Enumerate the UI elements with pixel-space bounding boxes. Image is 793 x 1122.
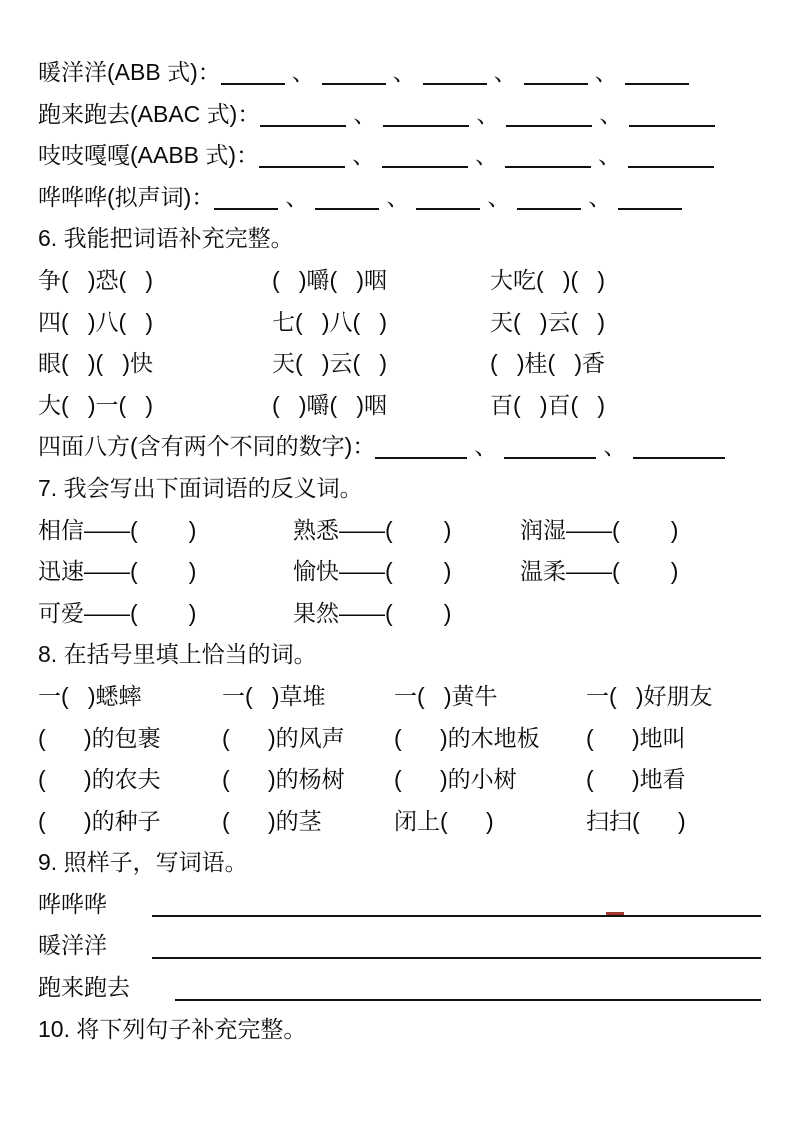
- fill-blank: [416, 194, 480, 210]
- enum-comma: 、: [474, 433, 498, 460]
- pattern-line-aabb: [38, 135, 761, 177]
- q9-example-word: 暖洋洋: [38, 932, 107, 959]
- q6-item: 大( )一( ): [38, 391, 153, 418]
- q6-extra-line: [38, 426, 761, 468]
- enum-comma: 、: [353, 100, 377, 127]
- enum-comma: 、: [291, 59, 315, 85]
- q6-item: ( )桂( )香: [490, 350, 605, 377]
- enum-comma: 、: [392, 59, 416, 85]
- fill-blank: [625, 69, 689, 85]
- q9-example-word: 哗哗哗: [38, 890, 107, 917]
- q6-row: [38, 343, 761, 385]
- q7-item: 可爱——( ): [38, 599, 197, 626]
- q8-item: ( )的茎: [222, 807, 322, 834]
- question-6-title: 6. 我能把词语补充完整。: [38, 225, 294, 252]
- pattern-line-onomatopoeia: [38, 177, 761, 219]
- enum-comma: 、: [352, 142, 376, 169]
- enum-comma: 、: [603, 433, 627, 460]
- enum-comma: 、: [588, 183, 612, 210]
- enum-comma: 、: [493, 59, 517, 85]
- enum-comma: 、: [594, 59, 618, 85]
- q7-item: 温柔——( ): [520, 558, 679, 585]
- fill-blank: [633, 443, 725, 459]
- enum-comma: 、: [285, 183, 309, 210]
- q8-row: [38, 718, 761, 760]
- fill-blank: [628, 152, 714, 168]
- q6-item: 七( )八( ): [272, 308, 387, 335]
- q8-item: 闭上( ): [394, 807, 494, 834]
- q8-item: ( )的木地板: [394, 724, 540, 751]
- fill-blank: [524, 69, 588, 85]
- question-9-title: 9. 照样子，写词语。: [38, 849, 248, 876]
- fill-blank: [504, 443, 596, 459]
- q8-item: ( )的小树: [394, 766, 517, 793]
- pattern-line-abb: [38, 52, 761, 94]
- enum-comma: 、: [598, 142, 622, 169]
- enum-comma: 、: [386, 183, 410, 210]
- enum-comma: 、: [487, 183, 511, 210]
- write-line: [152, 957, 761, 959]
- q8-row: [38, 801, 761, 843]
- pattern-label: 跑来跑去(ABAC 式)：: [38, 100, 261, 127]
- q6-item: ( )嚼( )咽: [272, 391, 387, 418]
- enum-comma: 、: [475, 142, 499, 169]
- q6-extra-label: 四面八方(含有两个不同的数字)：: [38, 433, 376, 460]
- q8-item: 一( )好朋友: [586, 682, 713, 709]
- q8-item: 扫扫( ): [586, 807, 686, 834]
- fill-blank: [505, 152, 591, 168]
- q9-write-row: [38, 967, 761, 1009]
- fill-blank: [629, 111, 715, 127]
- fill-blank: [214, 194, 278, 210]
- q6-item: 四( )八( ): [38, 308, 153, 335]
- q6-row: [38, 385, 761, 427]
- q7-item: 愉快——( ): [293, 558, 452, 585]
- pattern-line-abac: [38, 94, 761, 136]
- fill-blank: [315, 194, 379, 210]
- fill-blank: [423, 69, 487, 85]
- q9-write-row: [38, 884, 761, 926]
- enum-comma: 、: [476, 100, 500, 127]
- q7-row: [38, 593, 761, 635]
- q8-item: 一( )黄牛: [394, 682, 498, 709]
- question-8-title: 8. 在括号里填上恰当的词。: [38, 641, 317, 668]
- question-10-title: 10. 将下列句子补充完整。: [38, 1015, 307, 1042]
- q8-item: ( )地叫: [586, 724, 686, 751]
- q6-item: ( )嚼( )咽: [272, 266, 387, 293]
- pattern-label: 暖洋洋(ABB 式)：: [38, 59, 221, 85]
- pattern-label: 吱吱嘎嘎(AABB 式)：: [38, 142, 260, 169]
- q9-write-row: [38, 925, 761, 967]
- q8-item: ( )的农夫: [38, 766, 161, 793]
- fill-blank: [383, 111, 469, 127]
- q8-item: ( )的风声: [222, 724, 345, 751]
- fill-blank: [618, 194, 682, 210]
- q6-row: [38, 302, 761, 344]
- q7-item: 熟悉——( ): [293, 516, 452, 543]
- q8-item: ( )的包裹: [38, 724, 161, 751]
- pattern-label: 哗哗哗(拟声词)：: [38, 183, 215, 210]
- question-7-title: 7. 我会写出下面词语的反义词。: [38, 474, 363, 501]
- q6-item: 大吃( )( ): [490, 266, 605, 293]
- q6-item: 争( )恐( ): [38, 266, 153, 293]
- write-line: [152, 915, 761, 917]
- q7-item: 果然——( ): [293, 599, 452, 626]
- q8-item: ( )的杨树: [222, 766, 345, 793]
- q8-row: [38, 759, 761, 801]
- q8-item: ( )的种子: [38, 807, 161, 834]
- write-line: [175, 999, 761, 1001]
- fill-blank: [322, 69, 386, 85]
- q8-item: 一( )蟋蟀: [38, 682, 142, 709]
- fill-blank: [517, 194, 581, 210]
- q8-row: [38, 676, 761, 718]
- q7-row: [38, 510, 761, 552]
- q6-item: 眼( )( )快: [38, 350, 153, 377]
- q6-item: 天( )云( ): [490, 308, 605, 335]
- q6-item: 天( )云( ): [272, 350, 387, 377]
- q8-item: ( )地看: [586, 766, 686, 793]
- q7-row: [38, 551, 761, 593]
- q7-item: 相信——( ): [38, 516, 197, 543]
- q7-item: 迅速——( ): [38, 558, 197, 585]
- fill-blank: [221, 69, 285, 85]
- q6-item: 百( )百( ): [490, 391, 605, 418]
- q8-item: 一( )草堆: [222, 682, 326, 709]
- enum-comma: 、: [599, 100, 623, 127]
- q9-example-word: 跑来跑去: [38, 974, 130, 1001]
- fill-blank: [506, 111, 592, 127]
- fill-blank: [260, 111, 346, 127]
- fill-blank: [375, 443, 467, 459]
- fill-blank: [259, 152, 345, 168]
- fill-blank: [382, 152, 468, 168]
- q6-row: [38, 260, 761, 302]
- q7-item: 润湿——( ): [520, 516, 679, 543]
- red-annotation-mark: [606, 912, 624, 915]
